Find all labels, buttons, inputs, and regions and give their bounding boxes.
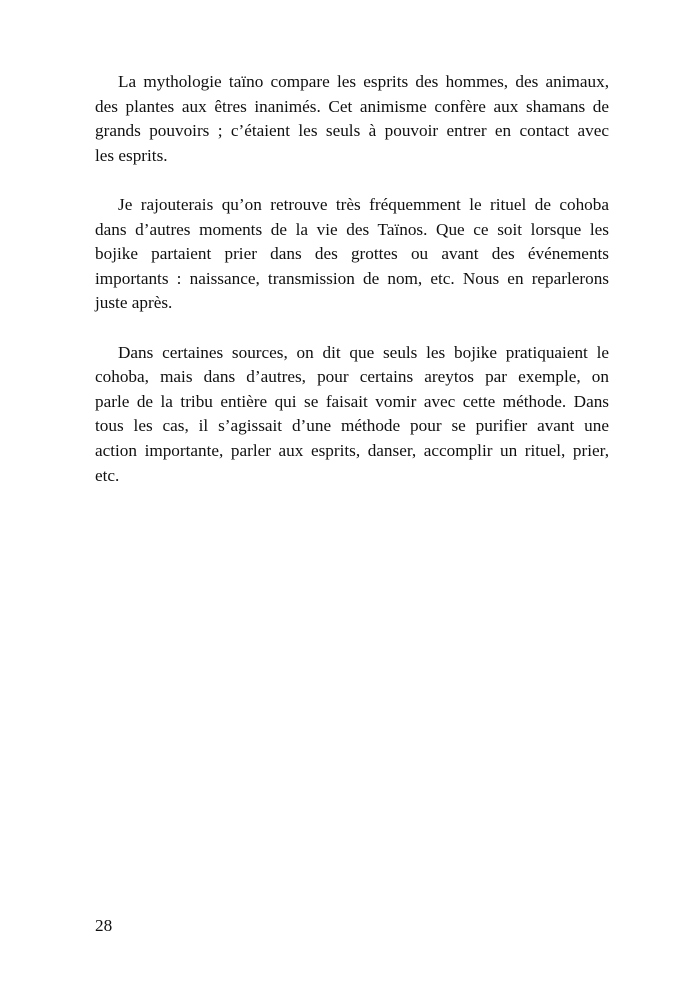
text-line: bojike partaient prier dans des grottes ou avant des événements [95,244,609,264]
text-line: action importante, parler aux esprits, danser, accomplir un rituel, prier, [95,440,609,460]
text-line: etc. [95,465,120,485]
text-line: tous les cas, il s’agissait d’une méthode pour se purifier avant une [95,416,609,436]
text-line: La mythologie taïno compare les esprits des hommes, des animaux, [118,72,609,91]
text-line: cohoba, mais dans d’autres, pour certains areytos par exemple, on [95,367,609,387]
text-line: juste après. [95,293,173,313]
text-line: des plantes aux êtres inanimés. Cet animisme confère aux shamans de [95,96,609,116]
text-line: dans d’autres moments de la vie des Taïnos. Que ce soit lorsque les [95,219,609,239]
text-line: Je rajouterais qu’on retrouve très fréquemment le rituel de cohoba [118,194,609,214]
text-line: Dans certaines sources, on dit que seuls les bojike pratiquaient le [118,342,609,362]
body-text [95,70,609,513]
text-line: les esprits. [95,145,168,165]
paragraph-1 [95,70,609,168]
paragraph-3 [95,341,609,489]
paragraph-2 [95,193,609,316]
text-line: grands pouvoirs ; c’étaient les seuls à pouvoir entrer en contact avec [95,121,609,141]
text-line: parle de la tribu entière qui se faisait vomir avec cette méthode. Dans [95,391,609,411]
page-number: 28 [95,916,113,935]
text-line: importants : naissance, transmission de nom, etc. Nous en reparlerons [95,268,609,288]
